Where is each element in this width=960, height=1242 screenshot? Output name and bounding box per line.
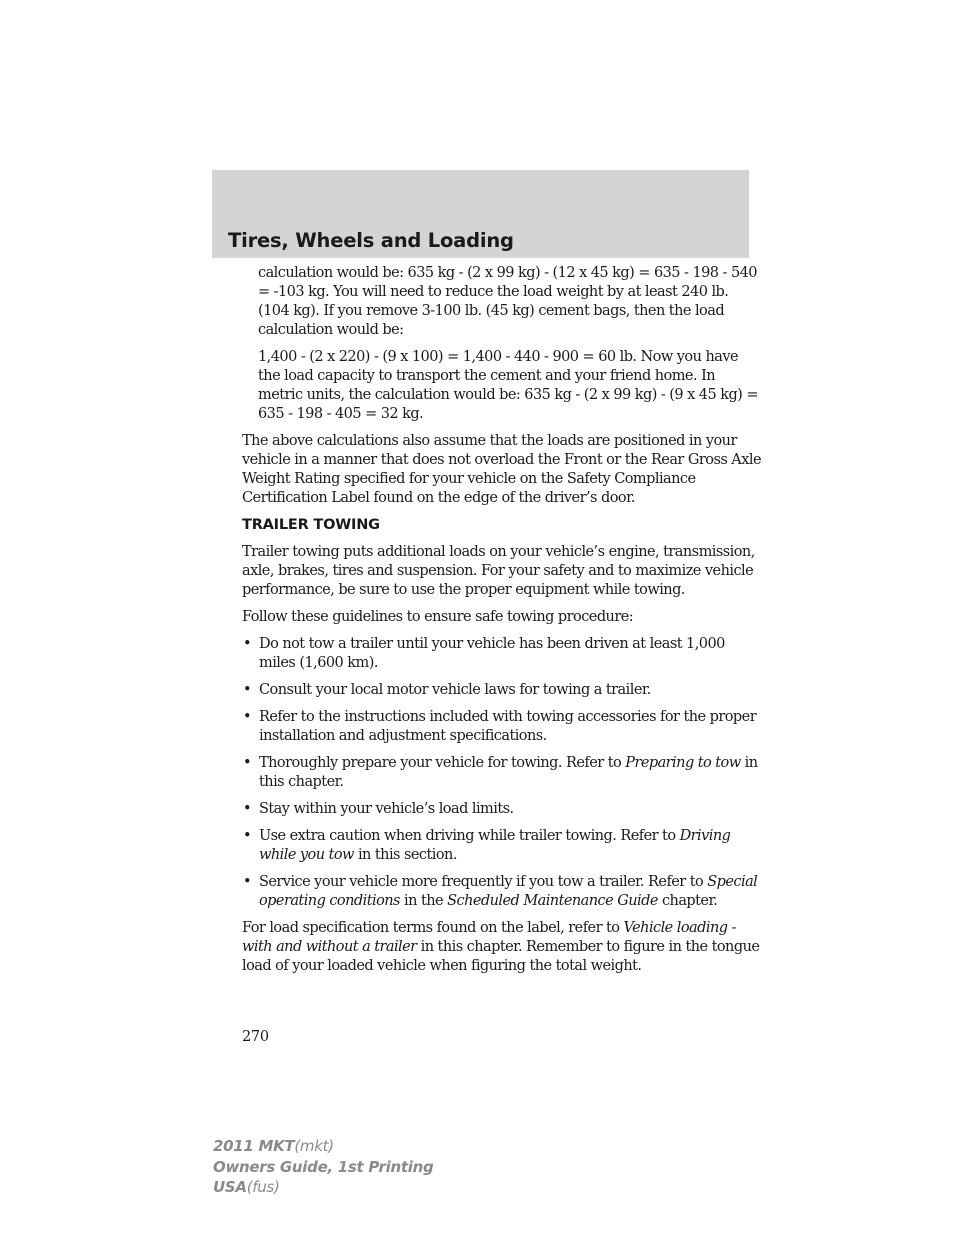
bullet-icon: •	[243, 755, 252, 771]
footer-line-market	[213, 1177, 433, 1198]
list-item-text: chapter.	[657, 893, 718, 909]
chapter-header-band	[212, 170, 749, 258]
cross-reference-preparing-to-tow: Preparing to tow	[625, 755, 741, 771]
bullet-icon: •	[243, 709, 252, 725]
chapter-title: Tires, Wheels and Loading	[228, 229, 514, 252]
list-item-text: Consult your local motor vehicle laws for towing a trailer.	[259, 682, 651, 698]
list-item-text: Service your vehicle more frequently if you tow a trailer. Refer to	[259, 874, 708, 890]
bullet-icon: •	[243, 636, 252, 652]
list-item	[242, 827, 762, 865]
bullet-icon: •	[243, 682, 252, 698]
footer-market-code: (fus)	[246, 1178, 280, 1196]
paragraph-calculation-revised: 1,400 - (2 x 220) - (9 x 100) = 1,400 - 440 - 900 = 60 lb. Now you have the load capacity to transport the cement and your friend home. In metric units, the calculation would be: 635 kg - (2 x 99 kg) - (9 x 45 kg) = 635 - 198 - 405 = 32 kg.	[258, 349, 758, 422]
list-item	[242, 800, 762, 819]
bullet-icon: •	[243, 874, 252, 890]
footer-line-model	[213, 1136, 433, 1157]
list-item	[242, 635, 762, 673]
paragraph-load-specification	[242, 919, 762, 976]
cross-reference-driving-while-you-tow: Driving while you tow	[259, 828, 731, 863]
bullet-icon: •	[243, 828, 252, 844]
list-item-text: in this section.	[353, 847, 457, 863]
paragraph-text: in this chapter. Remember to figure in the tongue load of your loaded vehicle when figuring the total weight.	[242, 939, 760, 974]
footer-line-edition: Owners Guide, 1st Printing	[213, 1157, 434, 1176]
footer-model-code: (mkt)	[294, 1137, 334, 1155]
section-heading-trailer-towing: TRAILER TOWING	[242, 517, 380, 533]
list-item	[242, 708, 762, 746]
guideline-list	[242, 635, 762, 911]
list-item-text: Thoroughly prepare your vehicle for towing. Refer to	[259, 755, 626, 771]
footer-model: 2011 MKT	[213, 1137, 295, 1155]
list-item-text: Use extra caution when driving while trailer towing. Refer to	[259, 828, 680, 844]
cross-reference-scheduled-maintenance-guide: Scheduled Maintenance Guide	[447, 893, 658, 909]
paragraph-trailer-intro: Trailer towing puts additional loads on your vehicle’s engine, transmission, axle, brakes, tires and suspension. For your safety and to maximize vehicle performance, be sure to use the proper equipment while towing.	[242, 544, 755, 598]
footer-market: USA	[213, 1178, 247, 1196]
document-footer	[213, 1136, 433, 1198]
page-content	[242, 264, 762, 984]
paragraph-text: For load specification terms found on the label, refer to	[242, 920, 624, 936]
page-number: 270	[242, 1029, 269, 1045]
list-item	[242, 754, 762, 792]
list-item-text: in this chapter.	[259, 755, 758, 790]
list-item-text: Do not tow a trailer until your vehicle has been driven at least 1,000 miles (1,600 km).	[259, 636, 725, 671]
list-item-text: Refer to the instructions included with towing accessories for the proper installation and adjustment specifications.	[259, 709, 757, 744]
list-item	[242, 873, 762, 911]
cross-reference-special-operating-conditions: Special operating conditions	[259, 874, 758, 909]
list-item-text: in the	[399, 893, 448, 909]
bullet-icon: •	[243, 801, 252, 817]
paragraph-axle-rating: The above calculations also assume that the loads are positioned in your vehicle in a manner that does not overload the Front or the Rear Gross Axle Weight Rating specified for your vehicle on the Safety Compliance Certification Label found on the edge of the driver’s door.	[242, 433, 761, 506]
list-item	[242, 681, 762, 700]
paragraph-guidelines-intro: Follow these guidelines to ensure safe towing procedure:	[242, 609, 634, 625]
paragraph-calculation-kg: calculation would be: 635 kg - (2 x 99 kg) - (12 x 45 kg) = 635 - 198 - 540 = -103 kg. You will need to reduce the load weight by at least 240 lb. (104 kg). If you remove 3-100 lb. (45 kg) cement bags, then the load calculation would be:	[258, 265, 757, 338]
cross-reference-vehicle-loading: Vehicle loading - with and without a trailer	[242, 920, 736, 955]
list-item-text: Stay within your vehicle’s load limits.	[259, 801, 514, 817]
